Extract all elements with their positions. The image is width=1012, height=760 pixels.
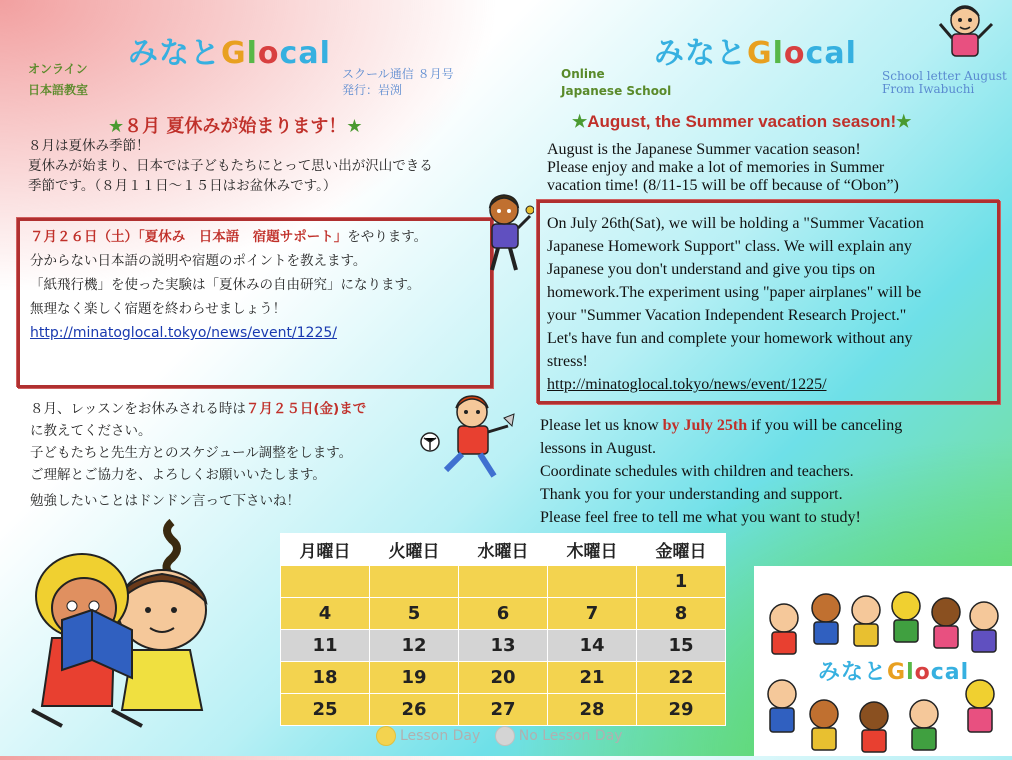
en-event-text: On July 26th(Sat), we will be holding a "Summer Vacation Japanese Homework Support" class. We will explain any Japanese you don't understand and give you tips on homework.The experiment using "paper airplanes" will be your "Summer Vacation Independent Research Project." Let's have fun and complete your homework without any stress! http://minatoglocal.tokyo/news/event/1225/ xyxy=(547,215,924,393)
panel-logo: みなとGlocal xyxy=(818,660,970,685)
calendar-day-cell: 28 xyxy=(548,694,637,726)
calendar-header-row xyxy=(281,534,726,566)
no-lesson-day-dot xyxy=(495,726,515,746)
calendar-day-cell: 20 xyxy=(459,662,548,694)
calendar-day-cell: 22 xyxy=(637,662,726,694)
calendar-week-row xyxy=(281,694,726,726)
kid-illustration-topright xyxy=(936,0,996,62)
calendar-header-mon: 月曜日 xyxy=(281,534,370,566)
lesson-day-dot xyxy=(376,726,396,746)
kid-airplane-illustration xyxy=(478,186,534,274)
calendar-week-row xyxy=(281,566,726,598)
calendar-day-cell: 1 xyxy=(637,566,726,598)
kid-running-illustration xyxy=(418,390,522,482)
calendar-day-cell xyxy=(370,566,459,598)
calendar-day-cell: 21 xyxy=(548,662,637,694)
jp-event-text: ７月２６日（土）「夏休み 日本語 宿題サポート」をやります。 分からない日本語の説明や宿題のポイントを教えます。 「紙飛行機」を使った実験は「夏休みの自由研究」になります。 無理なく楽しく宿題を終わらせましょう！ http://minatoglocal.tokyo/news/event/1225/ xyxy=(30,229,428,341)
calendar-day-cell: 6 xyxy=(459,598,548,630)
jp-intro: ８月は夏休み季節！ 夏休みが始まり、日本では子どもたちにとって思い出が沢山できる 季節です。（８月１１日〜１５日はお盆休みです。） xyxy=(28,138,433,194)
calendar-day-cell xyxy=(459,566,548,598)
calendar-day-cell: 12 xyxy=(370,630,459,662)
calendar-legend: Lesson Day No Lesson Day xyxy=(376,726,623,746)
calendar-day-cell: 14 xyxy=(548,630,637,662)
jp-event-link[interactable]: http://minatoglocal.tokyo/news/event/1225/ xyxy=(30,325,337,341)
calendar-day-cell: 27 xyxy=(459,694,548,726)
calendar-day-cell: 18 xyxy=(281,662,370,694)
en-intro: August is the Japanese Summer vacation season! Please enjoy and make a lot of memories in Summer vacation time! (8/11-15 will be off because of “Obon”) xyxy=(547,141,899,194)
calendar-day-cell: 11 xyxy=(281,630,370,662)
calendar-header-wed: 水曜日 xyxy=(459,534,548,566)
calendar-week-row xyxy=(281,662,726,694)
calendar-day-cell: 29 xyxy=(637,694,726,726)
calendar-day-cell: 19 xyxy=(370,662,459,694)
en-headline: ★August, the Summer vacation season!★ xyxy=(572,112,912,131)
calendar-header-thu: 木曜日 xyxy=(548,534,637,566)
jp-cancel-notice: ８月、レッスンをお休みされる時は７月２５日(金)まで に教えてください。 子どもたちと先生方とのスケジュール調整をします。 ご理解とご協力を、よろしくお願いいたします。 勉強したいことはドンドン言って下さいね！ xyxy=(30,401,367,509)
lesson-calendar xyxy=(280,533,726,726)
calendar-header-fri: 金曜日 xyxy=(637,534,726,566)
logo-right: みなとGlocal xyxy=(654,36,857,71)
jp-headline: ★８月 夏休みが始まります！★ xyxy=(108,116,363,137)
calendar-day-cell: 5 xyxy=(370,598,459,630)
kids-reading-illustration xyxy=(22,510,222,730)
calendar-week-row xyxy=(281,598,726,630)
calendar-day-cell: 25 xyxy=(281,694,370,726)
calendar-day-cell: 26 xyxy=(370,694,459,726)
calendar-day-cell: 15 xyxy=(637,630,726,662)
jp-school-subtitle: オンライン 日本語教室 xyxy=(28,62,89,97)
en-school-subtitle: Online Japanese School xyxy=(561,67,672,98)
calendar-week-row xyxy=(281,630,726,662)
calendar-header-tue: 火曜日 xyxy=(370,534,459,566)
calendar-day-cell: 4 xyxy=(281,598,370,630)
calendar-day-cell: 8 xyxy=(637,598,726,630)
calendar-day-cell: 13 xyxy=(459,630,548,662)
en-event-link[interactable]: http://minatoglocal.tokyo/news/event/1225/ xyxy=(547,376,827,393)
calendar-day-cell xyxy=(281,566,370,598)
logo-left: みなとGlocal xyxy=(128,36,331,71)
jp-newsletter-info: スクール通信 ８月号 発行：岩渕 xyxy=(342,67,454,97)
en-cancel-notice: Please let us know by July 25th if you will be canceling lessons in August. Coordinate schedules with children and teachers. Thank you for your understanding and support. Please feel free to tell me what you want to study! xyxy=(540,417,903,526)
en-newsletter-info: School letter August From Iwabuchi xyxy=(882,69,1007,96)
calendar-day-cell xyxy=(548,566,637,598)
calendar-day-cell: 7 xyxy=(548,598,637,630)
